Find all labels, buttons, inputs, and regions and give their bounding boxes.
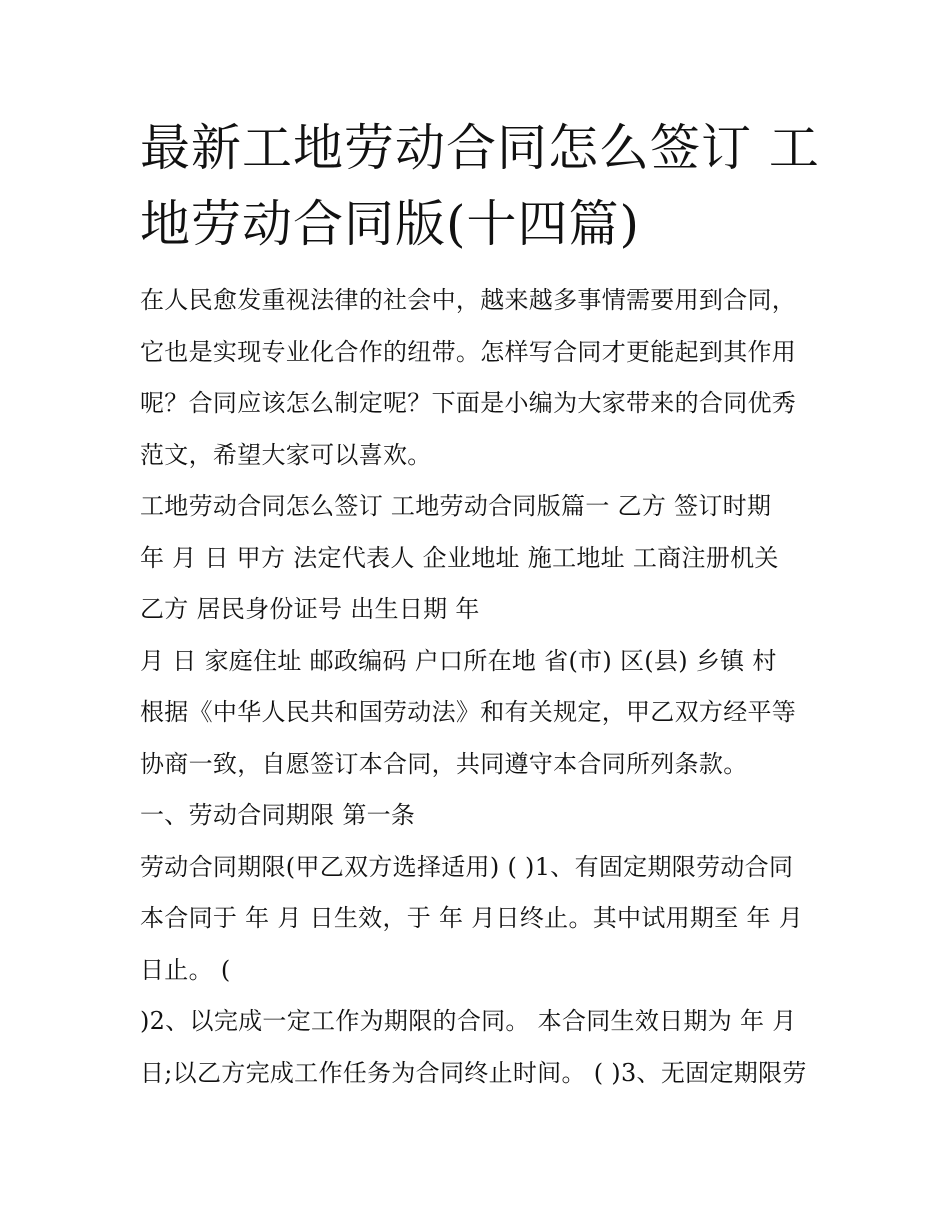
body-line-11: 一、劳动合同期限 第一条 — [140, 801, 416, 829]
body-line-9: 根据《中华人民共和国劳动法》和有关规定，甲乙双方经平等 — [140, 698, 797, 726]
body-line-8: 月 日 家庭住址 邮政编码 户口所在地 省(市) 区(县) 乡镇 村 — [140, 646, 777, 675]
title-line-1: 最新工地劳动合同怎么签订 工 — [140, 119, 820, 177]
body-line-13: 本合同于 年 月 日生效，于 年 月日终止。其中试用期至 年 月 — [140, 904, 804, 932]
body-line-1: 在人民愈发重视法律的社会中，越来越多事情需要用到合同， — [140, 286, 797, 314]
body-line-15: )2、以完成一定工作为期限的合同。 本合同生效日期为 年 月 — [140, 1007, 797, 1035]
body-line-2: 它也是实现专业化合作的纽带。怎样写合同才更能起到其作用 — [140, 337, 797, 366]
body-line-16: 日;以乙方完成工作任务为合同终止时间。 ( )3、无固定期限劳 — [140, 1058, 807, 1087]
body-line-3: 呢？合同应该怎么制定呢？下面是小编为大家带来的合同优秀 — [140, 389, 797, 417]
body-line-10: 协商一致，自愿签订本合同，共同遵守本合同所列条款。 — [140, 749, 748, 778]
body-line-14: 日止。 ( — [140, 955, 231, 984]
document-body — [140, 278, 820, 1102]
title-line-2: 地劳动合同版(十四篇) — [140, 195, 641, 253]
body-line-12: 劳动合同期限(甲乙双方选择适用) ( )1、有固定期限劳动合同 — [140, 852, 794, 881]
body-line-6: 年 月 日 甲方 法定代表人 企业地址 施工地址 工商注册机关 — [140, 543, 779, 572]
body-line-4: 范文，希望大家可以喜欢。 — [140, 440, 432, 469]
body-line-7: 乙方 居民身份证号 出生日期 年 — [140, 595, 480, 623]
body-line-5: 工地劳动合同怎么签订 工地劳动合同版篇一 乙方 签订时期 — [140, 492, 772, 520]
document-title — [140, 110, 820, 262]
